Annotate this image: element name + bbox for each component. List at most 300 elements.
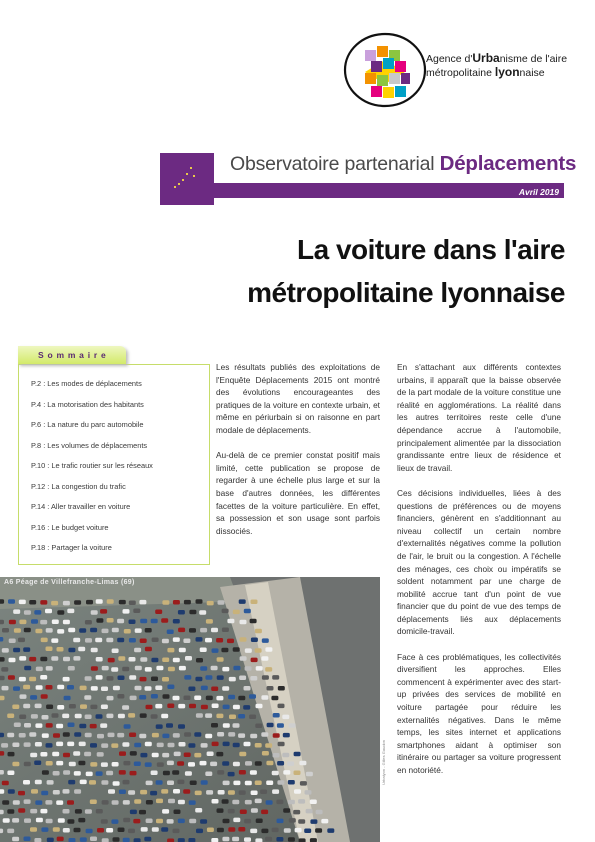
photo-car [133,609,140,614]
photo-car [201,780,208,785]
photo-car [251,808,258,813]
photo-car [156,819,163,824]
photo-car [146,800,153,805]
photo-car [7,714,14,719]
photo-car [53,827,60,832]
photo-car [24,837,31,842]
photo-car [310,800,317,805]
photo-car [0,657,5,662]
photo-car [162,753,169,758]
header-accent-square [160,153,214,205]
photo-car [228,695,235,700]
photo-car [56,800,63,805]
photo-car [124,629,131,634]
photo-car [129,733,136,738]
photo-car [173,696,180,701]
photo-car [228,772,235,777]
photo-car [112,800,119,805]
photo-car [96,809,103,814]
photo-car [289,818,296,823]
photo-car [97,828,104,833]
photo-car [102,800,109,805]
photo-car [30,827,37,832]
photo-car [222,667,229,672]
photo-car [35,704,42,709]
photo-car [200,819,207,824]
photo-car [123,609,130,614]
photo-car [78,761,85,766]
photo-car [250,734,257,739]
toc-item[interactable]: P.2 : Les modes de déplacements [31,379,142,388]
photo-car [111,667,118,672]
photo-car [90,628,97,633]
photo-car [122,667,129,672]
photo-car [63,770,70,775]
photo-car [184,675,191,680]
photo-car [119,770,126,775]
photo-car [184,732,191,737]
photo-car [310,819,317,824]
photo-car [177,761,184,766]
photo-car [152,827,159,832]
photo-car [34,610,41,615]
photo-car [19,620,26,625]
photo-car [101,705,108,710]
photo-car [0,789,4,794]
photo-car [47,838,54,842]
photo-car [145,647,152,652]
photo-car [205,734,212,739]
photo-car [96,714,103,719]
photo-car [24,818,31,823]
photo-car [161,618,168,623]
photo-car [0,733,4,738]
photo-car [63,657,70,662]
photo-car [238,827,245,832]
photo-car [96,618,103,623]
photo-car [117,733,124,738]
photo-car [29,732,36,737]
photo-car [75,714,82,719]
photo-car [23,704,30,709]
photo-car [173,733,180,738]
photo-car [228,809,235,814]
photo-car [266,800,273,805]
photo-car [140,713,147,718]
photo-car [168,667,175,672]
photo-car [97,734,104,739]
photo-car [288,780,295,785]
photo-car [19,677,26,682]
photo-car [35,629,42,634]
photo-car [245,666,252,671]
photo-car [276,800,283,805]
photo-car [229,677,236,682]
photo-car [233,781,240,786]
photo-car [3,818,10,823]
photo-car [96,771,103,776]
toll-station-photo [0,577,380,842]
photo-car [57,837,64,842]
photo-car [34,838,41,842]
photo-car [113,781,120,786]
photo-car [74,789,81,794]
photo-car [277,761,284,766]
photo-car [152,753,159,758]
photo-car [63,601,70,606]
photo-car [207,828,214,833]
paragraph: Face à ces problématiques, les collectivités diversifient les approches. Elles commencent à expérimenter avec des start-up privées des services de mobilité en voiture partagée pour réduire les externalités négatives. Dans le même temps, les sites internet et applications smartphones aidant à optimiser son itinéraire ou partager sa voiture progressent en notoriété. [397,651,561,775]
photo-car [129,620,136,625]
photo-car [134,838,141,842]
photo-car [91,610,98,615]
photo-car [217,828,224,833]
photo-car [29,600,36,605]
photo-car [261,732,268,737]
photo-car [78,818,85,823]
photo-car [178,704,185,709]
photo-car [68,628,75,633]
photo-car [30,695,37,700]
photo-car [201,686,208,691]
photo-car [167,819,174,824]
photo-car [183,639,190,644]
photo-car [85,715,92,720]
photo-car [112,649,119,654]
photo-car [299,838,306,842]
photo-car [13,686,20,691]
photo-car [2,648,9,653]
photo-car [85,676,92,681]
photo-car [233,647,240,652]
photo-car [201,705,208,710]
photo-car [200,648,207,653]
photo-car [1,743,8,748]
photo-car [151,714,158,719]
photo-car [256,819,263,824]
photo-car [201,743,208,748]
photo-car [0,599,4,604]
photo-car [35,780,42,785]
photo-car [134,743,141,748]
photo-car [90,837,97,842]
photo-car [78,647,85,652]
photo-car [34,761,41,766]
photo-car [178,724,185,729]
toc-item[interactable]: P.4 : La motorisation des habitants [31,399,144,409]
photo-car [118,656,125,661]
photo-car [179,666,186,671]
toc-list [31,379,153,564]
photo-car [100,609,107,614]
photo-car [223,705,230,710]
photo-car [283,808,290,813]
photo-car [276,837,283,842]
photo-car [222,609,229,614]
photo-car [189,704,196,709]
photo-car [298,819,305,824]
photo-car [86,772,93,777]
photo-car [56,724,63,729]
photo-car [261,829,268,834]
photo-car [243,705,250,710]
photo-car [218,600,225,605]
photo-car [122,705,129,710]
photo-credit: Urbalyon - Gilles Gaudon [381,740,386,785]
toc-item[interactable]: P.6 : La nature du parc automobile [31,420,144,429]
photo-car [74,771,81,776]
photo-car [255,724,262,729]
photo-car [23,780,30,785]
photo-car [53,790,60,795]
photo-car [13,648,20,653]
photo-car [9,658,16,663]
photo-car [272,828,279,833]
photo-car [294,771,301,776]
photo-car [216,638,223,643]
photo-car [200,761,207,766]
photo-car [196,713,203,718]
photo-car [31,619,38,624]
intro-column-1 [216,361,380,550]
photo-car [63,732,70,737]
photo-car [51,656,58,661]
photo-car [46,723,53,728]
photo-car [240,637,247,642]
photo-car [63,677,70,682]
photo-car [145,742,152,747]
photo-car [228,790,235,795]
photo-car [119,790,126,795]
photo-car [188,687,195,692]
photo-car [117,619,124,624]
photo-car [167,839,174,842]
photo-car [232,800,239,805]
photo-car [0,829,3,834]
photo-car [227,639,234,644]
photo-car [41,791,48,796]
photo-car [227,619,234,624]
photo-car [40,600,47,605]
photo-car [162,658,169,663]
table-of-contents [18,364,210,565]
photo-car [157,762,164,767]
toc-item[interactable]: P.10 : Le trafic routier sur les réseaux [31,461,153,470]
photo-car [245,800,252,805]
photo-car [245,781,252,786]
photo-car [51,638,58,643]
photo-car [46,666,53,671]
photo-car [56,742,63,747]
photo-car [18,638,25,643]
photo-car [240,810,247,815]
photo-car [238,714,245,719]
photo-car [40,675,47,680]
photo-car [130,696,137,701]
photo-car [0,676,5,681]
toc-item[interactable]: P.18 : Partager la voiture [31,543,112,552]
photo-car [266,781,273,786]
photo-car [167,761,174,766]
photo-car [315,828,322,833]
photo-car [63,620,70,625]
toc-item[interactable]: P.16 : Le budget voiture [31,522,109,532]
photo-car [140,639,147,644]
photo-car [189,610,196,615]
photo-car [13,800,20,805]
photo-car [272,771,279,776]
photo-car [207,601,214,606]
photo-car [151,658,158,663]
photo-car [305,790,312,795]
photo-car [67,685,74,690]
photo-car [223,819,230,824]
photo-car [185,771,192,776]
photo-car [31,714,38,719]
photo-car [24,799,31,804]
photo-car [129,675,136,680]
photo-car [156,799,163,804]
photo-car [24,610,31,615]
photo-car [12,705,19,710]
photo-car [239,599,246,604]
photo-car [249,715,256,720]
photo-car [12,743,19,748]
photo-car [63,789,70,794]
photo-car [40,620,47,625]
photo-car [119,600,126,605]
photo-car [327,828,334,833]
photo-car [178,610,185,615]
photo-car [108,789,115,794]
photo-car [233,705,240,710]
photo-car [283,770,290,775]
photo-car [145,762,152,767]
photo-car [67,819,74,824]
photo-car [41,638,48,643]
photo-car [210,762,217,767]
photo-car [46,628,53,633]
photo-car [46,685,53,690]
photo-car [2,800,9,805]
photo-car [294,752,301,757]
photo-car [7,733,14,738]
photo-car [238,733,245,738]
photo-car [161,827,168,832]
photo-car [168,799,175,804]
photo-car [166,723,173,728]
photo-car [200,666,207,671]
photo-car [113,837,120,842]
photo-car [30,809,37,814]
photo-car [250,829,257,834]
photo-car [174,752,181,757]
photo-car [278,742,285,747]
photo-car [18,808,25,813]
photo-car [46,647,53,652]
photo-car [261,656,268,661]
photo-car [23,647,30,652]
photo-car [205,675,212,680]
photo-car [84,752,91,757]
photo-car [156,780,163,785]
photo-car [211,687,218,692]
photo-car [117,694,124,699]
photo-car [36,818,43,823]
photo-car [152,638,159,643]
photo-car [223,742,230,747]
photo-car [238,696,245,701]
publication-title: Observatoire partenarial Déplacements [230,152,577,175]
photo-car [195,808,202,813]
photo-car [79,628,86,633]
photo-car [14,723,21,728]
photo-car [63,809,70,814]
photo-car [52,752,59,757]
photo-car [107,599,114,604]
toc-item[interactable]: P.12 : La congestion du trafic [31,481,126,491]
photo-car [14,628,21,633]
photo-car [223,781,230,786]
photo-car [86,600,93,605]
toc-item[interactable]: P.8 : Les volumes de déplacements [31,440,148,450]
photo-car [40,809,47,814]
photo-car [19,715,26,720]
photo-car [188,762,195,767]
photo-car [36,667,43,672]
photo-car [151,619,158,624]
photo-car [123,761,130,766]
paragraph: Ces décisions individuelles, liées à des questions de préférences ou de moyens financiers, génèrent en s'additionnant au niveau collectif un certain nombre d'externalités négatives comme la pollution de l'air, le bruit ou la congestion. A l'échelle des ménages, ces choix ou impératifs se soldent notamment par une charge de mobilité accrue tant d'un point de vue financier que du point de vue des temps de déplacements liés aux déplacements domicile-travail. [397,487,561,637]
photo-car [277,780,284,785]
photo-car [184,600,191,605]
photo-car [35,800,42,805]
photo-car [85,809,92,814]
photo-car [101,743,108,748]
photo-car [216,696,223,701]
photo-car [57,705,64,710]
photo-car [41,827,48,832]
photo-car [146,819,153,824]
photo-car [240,656,247,661]
photo-car [167,781,174,786]
photo-car [90,705,97,710]
photo-car [80,686,87,691]
photo-car [250,770,257,775]
photo-car [157,743,164,748]
photo-car [174,810,181,815]
photo-caption: A6 Péage de Villefranche-Limas (69) [4,579,135,586]
toc-item[interactable]: P.14 : Aller travailler en voiture [31,502,131,511]
page-title-line-2: métropolitaine lyonnaise [247,277,565,308]
photo-car [284,828,291,833]
photo-car [102,629,109,634]
photo-car [194,732,201,737]
photo-car [300,781,307,786]
photo-car [79,742,86,747]
photo-car [107,676,114,681]
photo-car [287,761,294,766]
photo-car [152,733,159,738]
photo-car [151,677,158,682]
photo-car [288,800,295,805]
photo-car [130,810,137,815]
photo-car [162,639,169,644]
photo-car [155,686,162,691]
photo-car [12,818,19,823]
photo-car [223,723,230,728]
photo-car [96,657,103,662]
